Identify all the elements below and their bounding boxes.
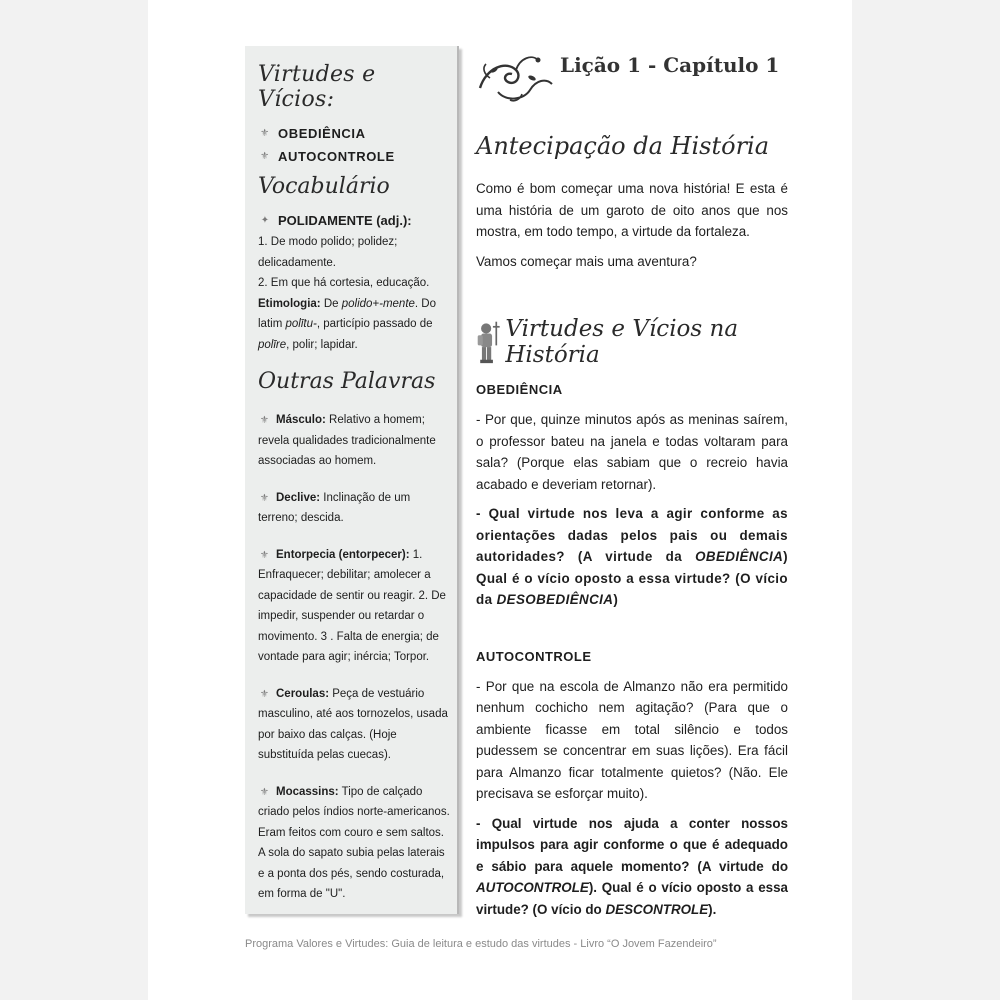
flourish-icon: ⚜: [260, 150, 270, 162]
flourish-icon: ⚜: [260, 688, 269, 700]
other-word-entry: ⚜ Mocassins: Tipo de calçado criado pelos índios norte-americanos. Eram feitos com couro e sem saltos. A sola do sapato subia pelas laterais e a ponta dos pés, sendo costurada, em forma de "U".: [258, 785, 450, 900]
page-footer: Programa Valores e Virtudes: Guia de leitura e estudo das virtudes - Livro “O Jovem Fazendeiro”: [245, 938, 717, 950]
obedience-question-2: - Qual virtude nos leva a agir conforme as orientações dadas pelos pais ou demais autoridades? (A virtude da OBEDIÊNCIA) Qual é o vício oposto a essa virtude? (O vício da DESOBEDIÊNCIA): [476, 506, 788, 607]
other-word-entry: ⚜ Entorpecia (entorpecer): 1. Enfraquecer; debilitar; amolecer a capacidade de sentir ou reagir. 2. De impedir, suspender ou retardar o movimento. 3 . Falta de energia; de vontade para agir; inércia; Torpor.: [258, 548, 446, 663]
flourish-icon: ⚜: [260, 549, 269, 561]
other-word-entry: ⚜ Declive: Inclinação de um terreno; descida.: [258, 491, 411, 524]
self-control-heading: AUTOCONTROLE: [476, 648, 592, 664]
vocab-word: ✦ POLIDAMENTE (adj.):: [260, 213, 412, 228]
virtue-item: ⚜ OBEDIÊNCIA: [258, 126, 451, 141]
flourish-icon: ⚜: [260, 127, 270, 139]
virtues-in-story-title: Virtudes e Vícios na História: [505, 316, 739, 368]
other-words-title: Outras Palavras: [258, 369, 436, 394]
lesson-title: Lição 1 - Capítulo 1: [560, 53, 780, 77]
vocab-definition-1: 1. De modo polido; polidez; delicadamente.: [258, 236, 398, 269]
self-control-question-1: - Por que na escola de Almanzo não era permitido nenhum cochicho nem agitação? (Para que o ambiente ficasse em total silêncio e todos pudessem se concentrar em suas lições). Era fácil para Almanzo ficar totalmente quietos? (Não. Ele precisava se esforçar muito).: [476, 678, 788, 801]
vocab-definition-2: 2. Em que há cortesia, educação.: [258, 277, 430, 289]
obedience-heading: OBEDIÊNCIA: [476, 382, 563, 397]
vocab-etymology: Etimologia: De polido+-mente. Do latim polītu-, particípio passado de polīre, polir; lapidar.: [258, 297, 437, 351]
knight-icon: [476, 316, 501, 368]
lesson-header: [476, 46, 788, 106]
other-word-entry: ⚜ Másculo: Relativo a homem; revela qualidades tradicionalmente associadas ao homem.: [258, 414, 436, 467]
flourish-icon: ✦: [260, 214, 270, 226]
virtue-item: ⚜ AUTOCONTROLE: [258, 149, 451, 164]
flourish-icon: ⚜: [260, 415, 269, 426]
floral-ornament-icon: [476, 48, 554, 104]
main-column: [476, 46, 788, 928]
anticipation-paragraph: Como é bom começar uma nova história! E esta é uma história de um garoto de oito anos que nos mostra, em todo tempo, a virtude da fortaleza.: [476, 181, 788, 239]
sidebar: [245, 46, 459, 914]
flourish-icon: ⚜: [260, 786, 269, 798]
other-word-entry: ⚜ Ceroulas: Peça de vestuário masculino, até aos tornozelos, usada por baixo das calças. (Hoje substituída pelas cuecas).: [258, 687, 448, 761]
self-control-question-2: - Qual virtude nos ajuda a conter nossos impulsos para agir conforme o que é adequado e sábio para aquele momento? (A virtude do AUTOCONTROLE). Qual é o vício oposto a essa virtude? (O vício do DESCONTROLE).: [476, 815, 788, 917]
anticipation-paragraph: Vamos começar mais uma aventura?: [476, 253, 697, 269]
vocabulary-title: Vocabulário: [258, 174, 390, 199]
obedience-question-1: - Por que, quinze minutos após as meninas saírem, o professor bateu na janela e todas voltaram para sala? (Porque elas sabiam que o recreio havia acabado e deveriam retornar).: [476, 412, 788, 492]
flourish-icon: ⚜: [260, 492, 269, 504]
virtues-vices-title: Virtudes e Vícios:: [258, 62, 376, 112]
virtues-in-story-header: [476, 316, 788, 368]
anticipation-title: Antecipação da História: [476, 132, 770, 160]
